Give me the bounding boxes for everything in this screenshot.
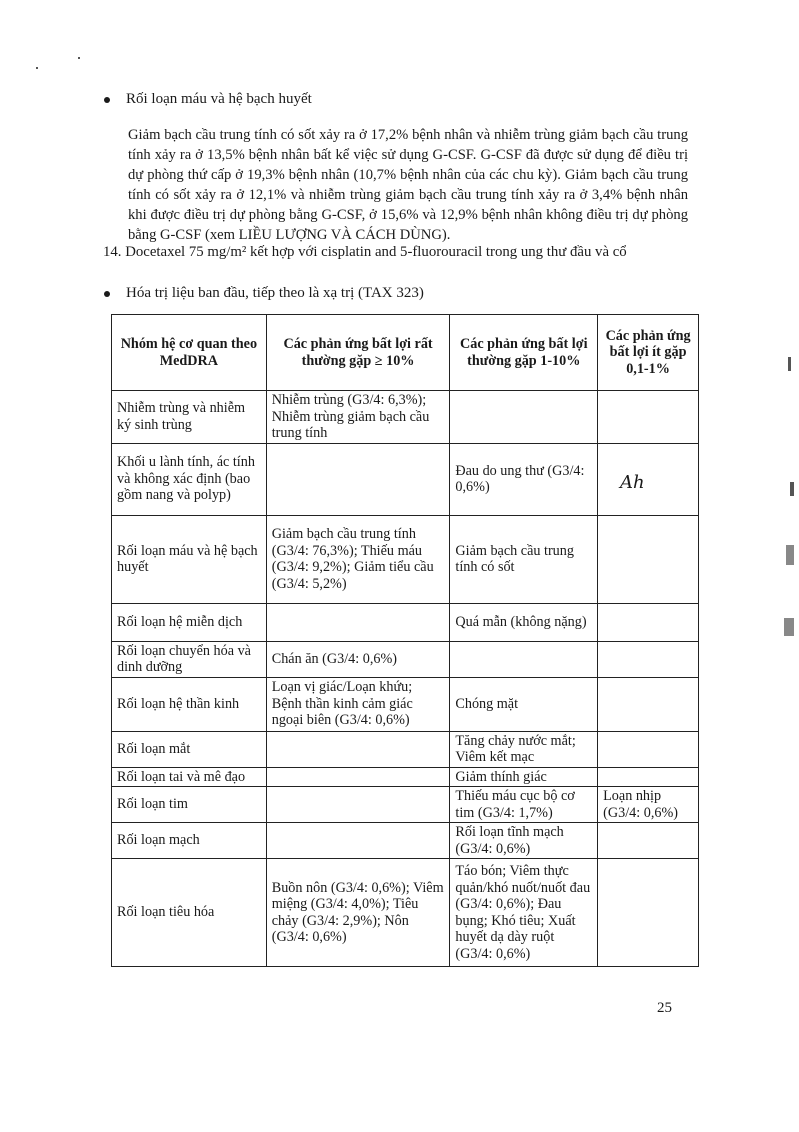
scan-edge-mark (784, 618, 794, 636)
organ-system-cell: Rối loạn chuyển hóa và dinh dưỡng (112, 641, 267, 677)
common-cell: Táo bón; Viêm thực quản/khó nuốt/nuốt đau (G3/4: 0,6%); Đau bụng; Khó tiêu; Xuất huyết dạ dày ruột (G3/4: 0,6%) (450, 859, 598, 967)
uncommon-cell (598, 859, 699, 967)
very-common-cell (266, 603, 450, 641)
table-row (112, 515, 699, 603)
common-cell: Giảm bạch cầu trung tính có sốt (450, 515, 598, 603)
organ-system-cell: Rối loạn máu và hệ bạch huyết (112, 515, 267, 603)
table-row (112, 731, 699, 767)
bullet-icon (104, 97, 110, 103)
common-cell (450, 391, 598, 444)
scan-edge-mark (788, 357, 791, 371)
uncommon-cell (598, 677, 699, 731)
very-common-cell: Chán ăn (G3/4: 0,6%) (266, 641, 450, 677)
organ-system-cell: Rối loạn hệ thần kinh (112, 677, 267, 731)
organ-system-cell: Rối loạn tim (112, 787, 267, 823)
bullet-icon (104, 291, 110, 297)
uncommon-cell (598, 641, 699, 677)
section-bullet-blood (104, 91, 312, 108)
table-row (112, 443, 699, 515)
adverse-reactions-table (111, 314, 699, 967)
table-row (112, 823, 699, 859)
header-common: Các phản ứng bất lợi thường gặp 1-10% (450, 315, 598, 391)
common-cell: Tăng chảy nước mắt; Viêm kết mạc (450, 731, 598, 767)
blood-paragraph: Giảm bạch cầu trung tính có sốt xảy ra ở 17,2% bệnh nhân và nhiễm trùng giảm bạch cầu trung tính xảy ra ở 13,5% bệnh nhân bất kể việc sử dụng G-CSF. G-CSF đã được sử dụng để điều trị dự phòng thứ cấp ở 19,3% bệnh nhân (10,7% bệnh nhân của các chu kỳ). Giảm bạch cầu trung tính có sốt xảy ra ở 12,1% và nhiễm trùng giảm bạch cầu trung tính xảy ra ở 3,4% bệnh nhân khi được điều trị dự phòng bằng G-CSF, ở 15,6% và 12,9% bệnh nhân không điều trị dự phòng bằng G-CSF (xem LIỀU LƯỢNG VÀ CÁCH DÙNG). (128, 127, 688, 243)
very-common-cell: Buồn nôn (G3/4: 0,6%); Viêm miệng (G3/4: 4,0%); Tiêu chảy (G3/4: 2,9%); Nôn (G3/4: 0,6%) (266, 859, 450, 967)
table-row (112, 859, 699, 967)
very-common-cell: Giảm bạch cầu trung tính (G3/4: 76,3%); Thiếu máu (G3/4: 9,2%); Giảm tiểu cầu (G3/4: 5,2%) (266, 515, 450, 603)
table-row (112, 641, 699, 677)
table-row (112, 787, 699, 823)
scan-speck (36, 67, 38, 69)
table-row (112, 767, 699, 787)
uncommon-cell (598, 391, 699, 444)
common-cell: Rối loạn tĩnh mạch (G3/4: 0,6%) (450, 823, 598, 859)
uncommon-cell (598, 823, 699, 859)
common-cell: Thiếu máu cục bộ cơ tim (G3/4: 1,7%) (450, 787, 598, 823)
handwritten-initials: Ah (620, 472, 645, 493)
very-common-cell (266, 787, 450, 823)
common-cell: Giảm thính giác (450, 767, 598, 787)
uncommon-cell (598, 731, 699, 767)
uncommon-cell (598, 767, 699, 787)
header-uncommon: Các phản ứng bất lợi ít gặp 0,1-1% (598, 315, 699, 391)
organ-system-cell: Rối loạn mạch (112, 823, 267, 859)
organ-system-cell: Khối u lành tính, ác tính và không xác định (bao gồm nang và polyp) (112, 443, 267, 515)
table-row (112, 677, 699, 731)
scan-speck (78, 57, 80, 59)
organ-system-cell: Rối loạn mắt (112, 731, 267, 767)
very-common-cell (266, 767, 450, 787)
uncommon-cell (598, 515, 699, 603)
table-header-row (112, 315, 699, 391)
common-cell: Đau do ung thư (G3/4: 0,6%) (450, 443, 598, 515)
table-row (112, 603, 699, 641)
common-cell: Chóng mặt (450, 677, 598, 731)
organ-system-cell: Rối loạn tai và mê đạo (112, 767, 267, 787)
page-number: 25 (657, 1000, 672, 1016)
very-common-cell (266, 731, 450, 767)
scan-edge-mark (790, 482, 794, 496)
common-cell (450, 641, 598, 677)
uncommon-cell (598, 443, 699, 515)
item-14-heading: 14. Docetaxel 75 mg/m² kết hợp với cisplatin and 5-fluorouracil trong ung thư đầu và cổ (103, 244, 627, 260)
very-common-cell: Loạn vị giác/Loạn khứu; Bệnh thần kinh cảm giác ngoại biên (G3/4: 0,6%) (266, 677, 450, 731)
organ-system-cell: Rối loạn tiêu hóa (112, 859, 267, 967)
organ-system-cell: Rối loạn hệ miễn dịch (112, 603, 267, 641)
section-heading: Rối loạn máu và hệ bạch huyết (126, 91, 312, 107)
uncommon-cell: Loạn nhịp (G3/4: 0,6%) (598, 787, 699, 823)
table-row (112, 391, 699, 444)
common-cell: Quá mẫn (không nặng) (450, 603, 598, 641)
header-organ-system: Nhóm hệ cơ quan theo MedDRA (112, 315, 267, 391)
scan-edge-mark (786, 545, 794, 565)
header-very-common: Các phản ứng bất lợi rất thường gặp ≥ 10% (266, 315, 450, 391)
section-bullet-tax323 (104, 285, 424, 302)
very-common-cell (266, 443, 450, 515)
very-common-cell (266, 823, 450, 859)
section-heading: Hóa trị liệu ban đầu, tiếp theo là xạ trị (TAX 323) (126, 285, 424, 301)
organ-system-cell: Nhiễm trùng và nhiễm ký sinh trùng (112, 391, 267, 444)
uncommon-cell (598, 603, 699, 641)
very-common-cell: Nhiễm trùng (G3/4: 6,3%); Nhiễm trùng giảm bạch cầu trung tính (266, 391, 450, 444)
